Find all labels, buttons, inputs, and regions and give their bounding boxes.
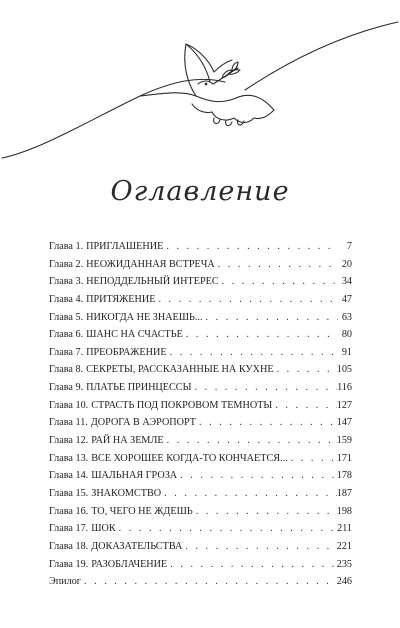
chapter-number: Глава 11. (49, 417, 88, 429)
chapter-title: ВСЕ ХОРОШЕЕ КОГДА-ТО КОНЧАЕТСЯ... (91, 452, 288, 464)
toc-entry[interactable] (49, 238, 352, 256)
chapter-title: ЗНАКОМСТВО (91, 487, 162, 499)
page-number: 105 (336, 364, 352, 376)
toc-title: Оглавление (110, 176, 290, 207)
toc-entry[interactable] (49, 414, 352, 432)
toc-entry[interactable] (49, 503, 352, 521)
toc-entry-label (49, 256, 215, 274)
toc-entry-label (49, 326, 183, 344)
dot-leader (272, 397, 336, 415)
dot-leader (203, 309, 338, 327)
toc-entry[interactable] (49, 309, 352, 327)
page-number: 235 (336, 558, 352, 570)
chapter-number: Глава 8. (49, 364, 84, 376)
toc-entry[interactable] (49, 556, 352, 574)
toc-entry-label (49, 379, 192, 397)
chapter-number: Глава 14. (49, 470, 89, 482)
chapter-number: Глава 6. (49, 329, 84, 341)
toc-entry-label (49, 309, 203, 327)
chapter-title: НЕОЖИДАННАЯ ВСТРЕЧА (86, 258, 215, 270)
chapter-title: ПРЕОБРАЖЕНИЕ (86, 346, 167, 358)
dot-leader (182, 538, 336, 556)
chapter-number: Глава 16. (49, 505, 89, 517)
toc-entry-label (49, 361, 274, 379)
dot-leader (274, 361, 337, 379)
toc-entry[interactable] (49, 450, 352, 468)
toc-entry[interactable] (49, 538, 352, 556)
dot-leader (163, 238, 338, 256)
dot-leader (116, 520, 337, 538)
chapter-number: Глава 12. (49, 435, 89, 447)
chapter-title: ТО, ЧЕГО НЕ ЖДЕШЬ (91, 505, 193, 517)
chapter-title: ПРИГЛАШЕНИЕ (86, 241, 164, 252)
page-number: 20 (341, 258, 352, 270)
page-number: 127 (336, 399, 352, 411)
dot-leader (167, 556, 336, 574)
dot-leader (183, 326, 338, 344)
dot-leader (155, 291, 338, 309)
page-number: 47 (341, 293, 352, 305)
toc-entry[interactable] (49, 326, 352, 344)
toc-entry[interactable] (49, 520, 352, 538)
chapter-number: Глава 3. (49, 276, 84, 288)
dot-leader (161, 485, 337, 503)
toc-entry-label (49, 414, 196, 432)
dot-leader (215, 256, 338, 274)
chapter-title: СТРАСТЬ ПОД ПОКРОВОМ ТЕМНОТЫ (91, 399, 273, 411)
dot-leader (196, 414, 337, 432)
chapter-number: Глава 7. (49, 346, 84, 358)
page-number: 187 (336, 487, 352, 499)
chapter-number: Глава 18. (49, 540, 89, 552)
toc-entry-label (49, 238, 163, 256)
dot-leader (164, 432, 337, 450)
chapter-number: Глава 10. (49, 399, 89, 411)
page-number: 63 (341, 311, 352, 323)
chapter-number: Глава 19. (49, 558, 89, 570)
page-number: 159 (336, 435, 352, 447)
chapter-title: ДОРОГА В АЭРОПОРТ (90, 417, 197, 429)
page-number: 116 (337, 382, 352, 394)
page-number: 178 (336, 470, 352, 482)
toc-entry[interactable] (49, 467, 352, 485)
chapter-title: ШАНС НА СЧАСТЬЕ (86, 329, 183, 341)
table-of-contents (49, 238, 352, 591)
page-number: 7 (346, 241, 352, 252)
toc-entry[interactable] (49, 432, 352, 450)
page-number: 80 (341, 329, 352, 341)
chapter-title: СЕКРЕТЫ, РАССКАЗАННЫЕ НА КУХНЕ (86, 364, 274, 376)
page-number: 211 (337, 523, 352, 535)
toc-entry-label (49, 538, 182, 556)
chapter-title: ПЛАТЬЕ ПРИНЦЕССЫ (86, 382, 192, 394)
toc-entry-label (49, 397, 272, 415)
dot-leader (177, 467, 337, 485)
toc-entry-label (49, 432, 164, 450)
chapter-title: НИКОГДА НЕ ЗНАЕШЬ... (86, 311, 203, 323)
page-number: 91 (341, 346, 352, 358)
chapter-title: ДОКАЗАТЕЛЬСТВА (91, 540, 183, 552)
chapter-number: Глава 13. (49, 452, 89, 464)
toc-entry[interactable] (49, 397, 352, 415)
toc-entry-label (49, 520, 116, 538)
toc-entry-label (49, 485, 161, 503)
page-number: 198 (336, 505, 352, 517)
toc-entry-label (49, 467, 177, 485)
toc-entry[interactable] (49, 291, 352, 309)
page-number: 221 (336, 540, 352, 552)
chapter-title: ШОК (91, 523, 116, 535)
dot-leader (81, 573, 337, 591)
toc-entry[interactable] (49, 485, 352, 503)
dot-leader (167, 344, 338, 362)
chapter-number: Глава 1. (49, 241, 84, 252)
dot-leader (288, 450, 337, 468)
page-number: 171 (336, 452, 352, 464)
page-number: 147 (336, 417, 352, 429)
chapter-title: ШАЛЬНАЯ ГРОЗА (91, 470, 178, 482)
page-number: 34 (341, 276, 352, 288)
toc-entry[interactable] (49, 344, 352, 362)
toc-entry-label (49, 573, 81, 591)
chapter-number: Глава 4. (49, 293, 84, 305)
chapter-title: НЕПОДДЕЛЬНЫЙ ИНТЕРЕС (86, 276, 219, 288)
chapter-number: Глава 9. (49, 382, 84, 394)
toc-entry-label (49, 273, 219, 291)
toc-entry[interactable] (49, 573, 352, 591)
toc-entry-label (49, 503, 193, 521)
toc-entry[interactable] (49, 361, 352, 379)
chapter-title: Эпилог (49, 576, 81, 588)
toc-entry[interactable] (49, 273, 352, 291)
dot-leader (192, 379, 338, 397)
dove-illustration (0, 0, 400, 175)
chapter-title: РАЗОБЛАЧЕНИЕ (91, 558, 168, 570)
toc-entry-label (49, 556, 167, 574)
chapter-number: Глава 2. (49, 258, 84, 270)
toc-entry[interactable] (49, 379, 352, 397)
chapter-number: Глава 17. (49, 523, 89, 535)
chapter-title: ПРИТЯЖЕНИЕ (86, 293, 156, 305)
page-number: 246 (336, 576, 352, 588)
toc-entry-label (49, 291, 155, 309)
toc-entry-label (49, 344, 167, 362)
chapter-title: РАЙ НА ЗЕМЛЕ (91, 435, 164, 447)
dot-leader (219, 273, 338, 291)
toc-entry[interactable] (49, 256, 352, 274)
toc-entry-label (49, 450, 288, 468)
chapter-number: Глава 15. (49, 487, 89, 499)
dot-leader (193, 503, 337, 521)
chapter-number: Глава 5. (49, 311, 84, 323)
